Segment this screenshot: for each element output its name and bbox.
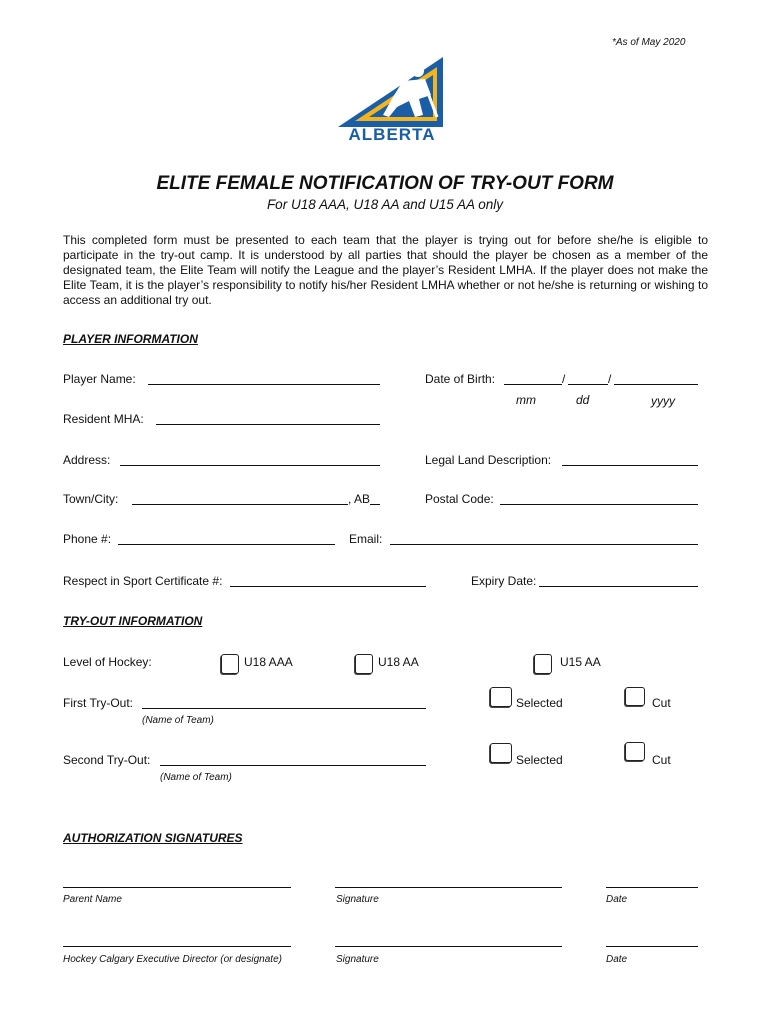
- parent-name-caption: Parent Name: [63, 894, 122, 905]
- player-info-heading: PLAYER INFORMATION: [63, 332, 198, 346]
- phone-field[interactable]: [118, 544, 335, 545]
- parent-date-caption: Date: [606, 894, 628, 905]
- director-signature-caption: Signature: [336, 954, 379, 965]
- u18aaa-label: U18 AAA: [244, 655, 293, 669]
- director-signature-line[interactable]: [335, 946, 562, 947]
- second-tryout-label: Second Try-Out:: [63, 753, 151, 767]
- first-tryout-label: First Try-Out:: [63, 696, 133, 710]
- tryout-info-heading: TRY-OUT INFORMATION: [63, 614, 203, 628]
- phone-label: Phone #:: [63, 532, 112, 546]
- u18aaa-checkbox[interactable]: [221, 654, 239, 674]
- form-subtitle: For U18 AAA, U18 AA and U15 AA only: [266, 197, 504, 212]
- expiry-label: Expiry Date:: [471, 574, 537, 588]
- dob-sep-1: /: [562, 372, 566, 386]
- parent-name-line[interactable]: [63, 887, 291, 888]
- respect-cert-label: Respect in Sport Certificate #:: [63, 574, 223, 588]
- u18aa-checkbox[interactable]: [355, 654, 373, 674]
- legal-land-label: Legal Land Description:: [425, 453, 552, 467]
- first-tryout-field[interactable]: [142, 708, 426, 709]
- address-field[interactable]: [120, 465, 380, 466]
- legal-land-field[interactable]: [562, 465, 698, 466]
- dob-day-field[interactable]: [568, 384, 608, 385]
- dob-mm-caption: mm: [516, 393, 536, 407]
- as-of-date: *As of May 2020: [612, 37, 686, 48]
- second-tryout-field[interactable]: [160, 765, 426, 766]
- u15aa-checkbox[interactable]: [534, 654, 552, 674]
- first-selected-checkbox[interactable]: [490, 687, 512, 707]
- parent-signature-line[interactable]: [335, 887, 562, 888]
- dob-label: Date of Birth:: [425, 372, 496, 386]
- email-field[interactable]: [390, 544, 698, 545]
- respect-cert-field[interactable]: [230, 586, 426, 587]
- province-suffix: , AB: [348, 492, 371, 506]
- dob-month-field[interactable]: [504, 384, 562, 385]
- town-label: Town/City:: [63, 492, 119, 506]
- dob-dd-caption: dd: [576, 393, 590, 407]
- player-name-label: Player Name:: [63, 372, 136, 386]
- dob-year-field[interactable]: [614, 384, 698, 385]
- second-selected-checkbox[interactable]: [490, 743, 512, 763]
- town-field[interactable]: [132, 504, 380, 505]
- address-label: Address:: [63, 453, 111, 467]
- auth-signatures-heading: AUTHORIZATION SIGNATURES: [63, 831, 243, 845]
- first-selected-label: Selected: [516, 696, 563, 710]
- form-title: ELITE FEMALE NOTIFICATION OF TRY-OUT FORM: [156, 173, 614, 194]
- postal-field[interactable]: [500, 504, 698, 505]
- parent-date-line[interactable]: [606, 887, 698, 888]
- first-cut-label: Cut: [652, 696, 671, 710]
- second-team-caption: (Name of Team): [160, 772, 232, 783]
- resident-mha-label: Resident MHA:: [63, 412, 144, 426]
- resident-mha-field[interactable]: [156, 424, 380, 425]
- u15aa-label: U15 AA: [560, 655, 601, 669]
- dob-sep-2: /: [608, 372, 612, 386]
- player-name-field[interactable]: [148, 384, 380, 385]
- level-label: Level of Hockey:: [63, 655, 152, 669]
- expiry-field[interactable]: [539, 586, 698, 587]
- email-label: Email:: [349, 532, 383, 546]
- second-selected-label: Selected: [516, 753, 563, 767]
- u18aa-label: U18 AA: [378, 655, 419, 669]
- postal-label: Postal Code:: [425, 492, 494, 506]
- parent-signature-caption: Signature: [336, 894, 379, 905]
- director-name-caption: Hockey Calgary Executive Director (or designate): [63, 954, 282, 965]
- director-date-caption: Date: [606, 954, 628, 965]
- second-cut-label: Cut: [652, 753, 671, 767]
- first-cut-checkbox[interactable]: [625, 687, 645, 706]
- logo-text: ALBERTA: [348, 125, 436, 144]
- director-name-line[interactable]: [63, 946, 291, 947]
- intro-paragraph: This completed form must be presented to each team that the player is trying out for before she/he is eligible to participate in the try-out camp. It is understood by all parties that should the player be chosen as a member of the designated team, the Elite Team will notify the League and the player’s Resident LMHA. If the player does not make the Elite Team, it is the player’s responsibility to notify his/her Resident LMHA whether or not he/she is returning or wishing to access an additional try out.: [63, 233, 708, 307]
- first-team-caption: (Name of Team): [142, 715, 214, 726]
- second-cut-checkbox[interactable]: [625, 742, 645, 761]
- director-date-line[interactable]: [606, 946, 698, 947]
- dob-yyyy-caption: yyyy: [651, 394, 675, 408]
